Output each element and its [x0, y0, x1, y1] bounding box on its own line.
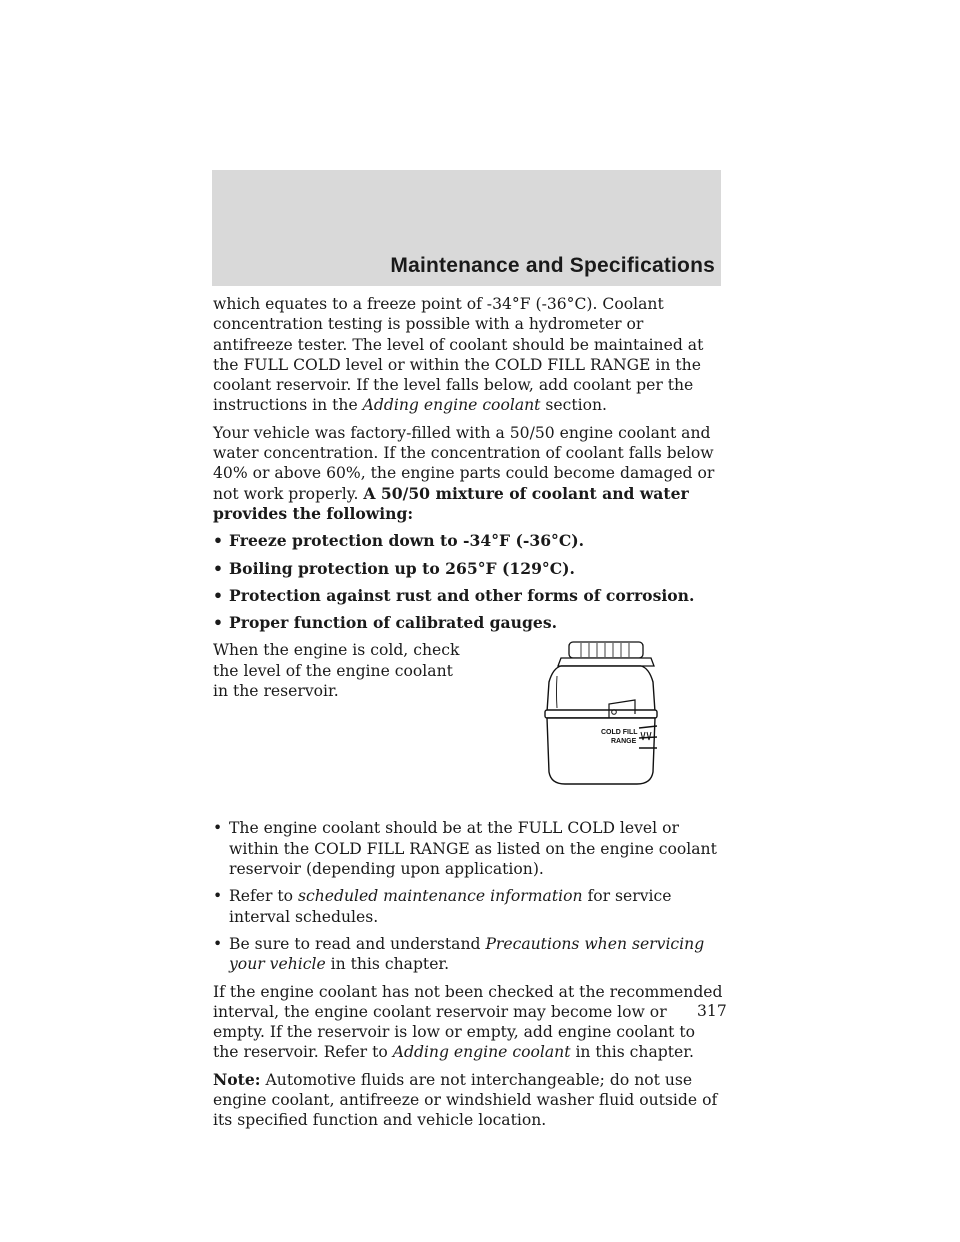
item-text-end: in this chapter. — [325, 955, 450, 974]
note-text: Automotive fluids are not interchangeable; do not use engine coolant, antifreeze or windshield washer fluid outside of its specified function and vehicle location. — [213, 1070, 718, 1130]
benefit-item: • Boiling protection up to 265°F (129°C). — [213, 559, 723, 579]
header-band — [212, 170, 721, 286]
note-paragraph — [213, 1070, 723, 1131]
benefit-item: • Protection against rust and other forms of corrosion. — [213, 586, 723, 606]
figure-label-cold-fill: COLD FILL — [601, 729, 638, 737]
check-list — [213, 818, 723, 974]
item-text-end: for service interval schedules. — [229, 887, 672, 926]
mixture-emphasis: A 50/50 mixture of coolant and water provides the following: — [213, 483, 689, 523]
item-text: Refer to — [229, 887, 298, 906]
item-text: Be sure to read and understand — [229, 934, 486, 953]
figure-label-range: RANGE — [611, 738, 637, 746]
adding-coolant-reference: Adding engine coolant — [362, 396, 541, 415]
figure-row — [213, 640, 723, 818]
paragraph-text: which equates to a freeze point of -34°F (-36°C). Coolant concentration testing is possible with a hydrometer or antifreeze tester. The level of coolant should be maintained at the FULL COLD level or within the COLD FILL RANGE in the coolant reservoir. If the level falls below, add coolant per the instructions in the — [213, 295, 704, 415]
benefit-item: • Proper function of calibrated gauges. — [213, 613, 723, 633]
page-content — [213, 294, 723, 1138]
check-item — [213, 934, 723, 975]
paragraph-text: If the engine coolant has not been checked at the recommended interval, the engine coolant reservoir may become low or empty. If the reservoir is low or empty, add engine coolant to the reservoir. Refer to — [213, 982, 723, 1062]
paragraph-freeze-point — [213, 294, 723, 416]
paragraph-check-level: When the engine is cold, check the level of the engine coolant in the reservoir. — [213, 641, 460, 701]
check-item: • The engine coolant should be at the FULL COLD level or within the COLD FILL RANGE as listed on the engine coolant reservoir (depending upon application). — [213, 818, 723, 879]
paragraph-low-reservoir — [213, 982, 723, 1063]
paragraph-text-end: in this chapter. — [570, 1043, 694, 1062]
paragraph-factory-fill — [213, 423, 723, 524]
paragraph-text: Your vehicle was factory-filled with a 50/50 engine coolant and water concentration. If the concentration of coolant falls below 40% or above 60%, the engine parts could become damaged or not work properly. — [213, 423, 715, 503]
page-number: 317 — [697, 1002, 727, 1020]
paragraph-text-end: section. — [540, 396, 608, 415]
coolant-reservoir-illustration — [531, 622, 671, 802]
maintenance-info-reference: scheduled maintenance information — [298, 887, 583, 906]
adding-coolant-reference: Adding engine coolant — [392, 1043, 571, 1062]
precautions-reference: Precautions when servicing your vehicle — [229, 934, 705, 974]
check-item — [213, 886, 723, 927]
benefit-item: • Freeze protection down to -34°F (-36°C). — [213, 531, 723, 551]
benefit-list — [213, 531, 723, 633]
section-title: Maintenance and Specifications — [390, 254, 715, 277]
note-label: Note: — [213, 1069, 261, 1089]
